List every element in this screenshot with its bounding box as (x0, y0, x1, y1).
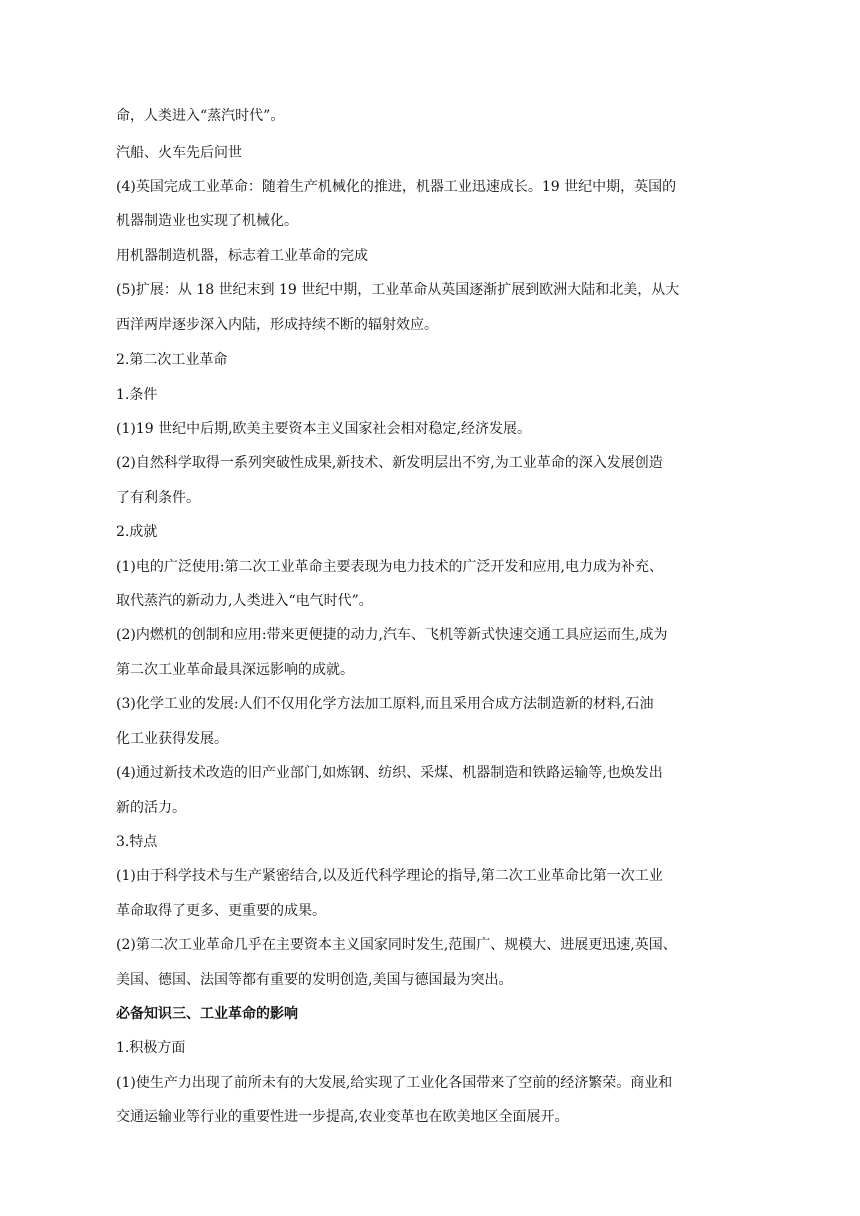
text-line: 命，人类进入“蒸汽时代”。 (116, 108, 285, 124)
text-line: (1)电的广泛使用:第二次工业革命主要表现为电力技术的广泛开发和应用,电力成为补充、 (116, 559, 663, 575)
text-line: 汽船、火车先后问世 (116, 145, 242, 161)
text-line: (4)通过新技术改造的旧产业部门,如炼钢、纺织、采煤、机器制造和铁路运输等,也焕发出 (116, 765, 663, 781)
text-line: 交通运输业等行业的重要性进一步提高,农业变革也在欧美地区全面展开。 (116, 1109, 569, 1125)
text-line: (4)英国完成工业革命：随着生产机械化的推进，机器工业迅速成长。19 世纪中期，英国的 (116, 179, 677, 195)
document-body (116, 107, 744, 1127)
subsection-heading: 1.条件 (116, 387, 158, 403)
text-line: (3)化学工业的发展:人们不仅用化学方法加工原料,而且采用合成方法制造新的材料,石油 (116, 696, 654, 712)
section-heading-bold: 必备知识三、工业革命的影响 (116, 1006, 298, 1022)
subsection-heading: 1.积极方面 (116, 1040, 186, 1056)
subsection-heading: 2.成就 (116, 524, 158, 540)
text-line: (1)19 世纪中后期,欧美主要资本主义国家社会相对稳定,经济发展。 (116, 421, 531, 437)
text-line: (2)自然科学取得一系列突破性成果,新技术、新发明层出不穷,为工业革命的深入发展创造 (116, 455, 663, 471)
text-line: 西洋两岸逐步深入内陆，形成持续不断的辐射效应。 (116, 317, 438, 333)
text-line: 新的活力。 (116, 800, 186, 816)
subsection-heading: 3.特点 (116, 834, 158, 850)
section-heading: 2.第二次工业革命 (116, 352, 228, 368)
text-line: 第二次工业革命最具深远影响的成就。 (116, 662, 354, 678)
text-line: 了有利条件。 (116, 490, 200, 506)
text-line: 用机器制造机器，标志着工业革命的完成 (116, 248, 368, 264)
text-line: (1)使生产力出现了前所未有的大发展,给实现了工业化各国带来了空前的经济繁荣。商业和 (116, 1075, 673, 1091)
text-line: (2)第二次工业革命几乎在主要资本主义国家同时发生,范围广、规模大、进展更迅速,英国、 (116, 937, 677, 953)
text-line: 机器制造业也实现了机械化。 (116, 213, 298, 229)
text-line: 取代蒸汽的新动力,人类进入“电气时代”。 (116, 593, 373, 609)
text-line: 美国、德国、法国等都有重要的发明创造,美国与德国最为突出。 (116, 972, 513, 988)
text-line: (1)由于科学技术与生产紧密结合,以及近代科学理论的指导,第二次工业革命比第一次工业 (116, 868, 663, 884)
text-line: (5)扩展：从 18 世纪末到 19 世纪中期，工业革命从英国逐渐扩展到欧洲大陆和北美，从大 (116, 282, 680, 298)
text-line: 革命取得了更多、更重要的成果。 (116, 903, 326, 919)
text-line: (2)内燃机的创制和应用:带来更便捷的动力,汽车、飞机等新式快速交通工具应运而生,成为 (116, 627, 668, 643)
text-line: 化工业获得发展。 (116, 731, 228, 747)
